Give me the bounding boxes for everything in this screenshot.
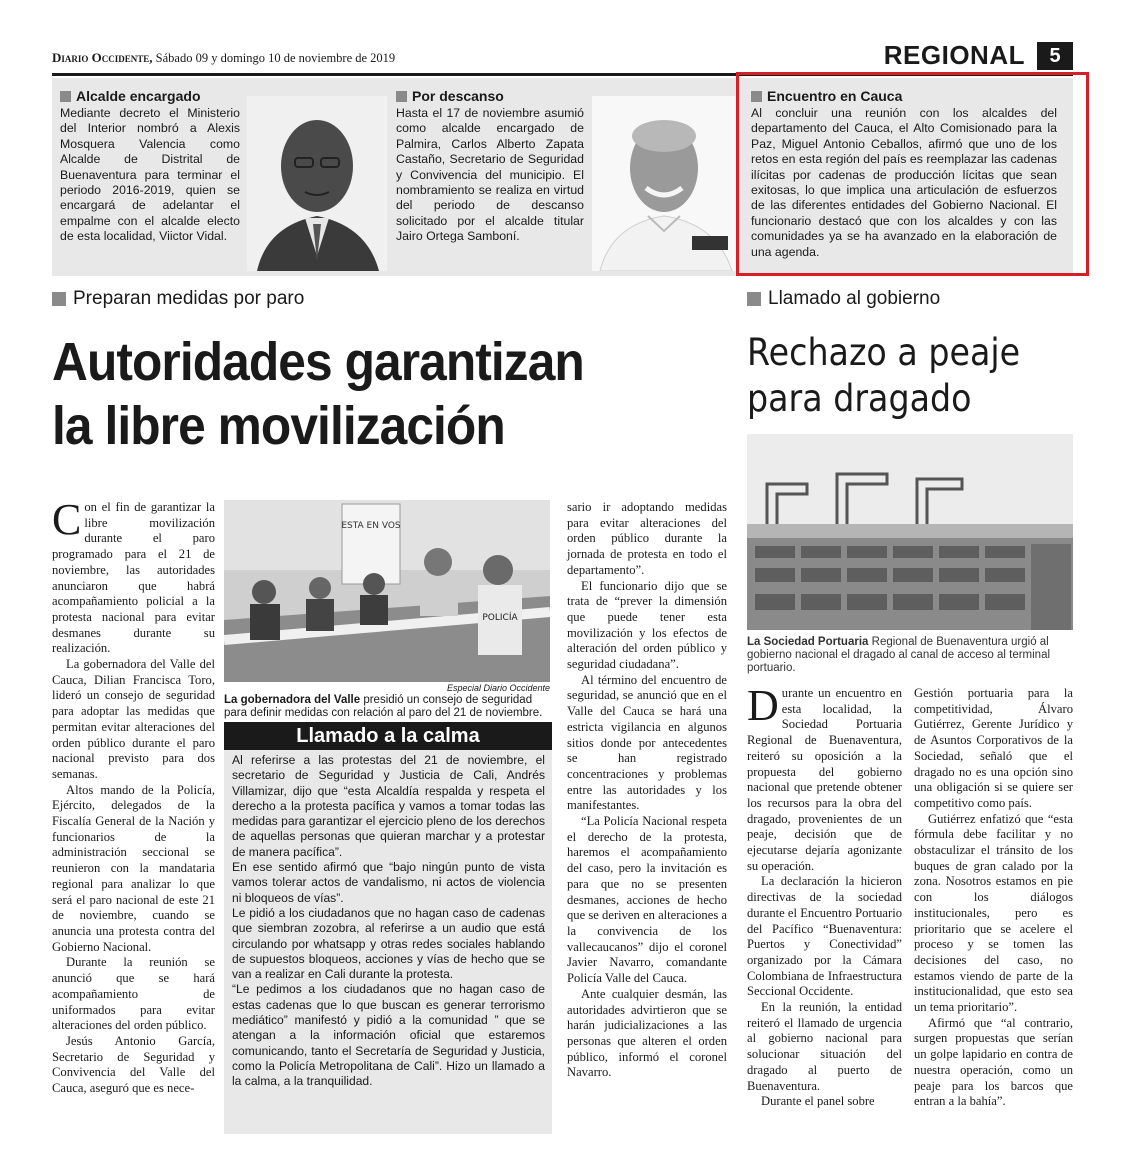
body-paragraph: La declaración la hicieron directivas de la sociedad durante el Encuentro Portuario del Pacífico “Buenaventura: Puertos y Conectividad” organizado por la Cámara Colombiana de Infraestructura Seccional Occidente. <box>747 874 902 999</box>
side-headline <box>747 330 1044 422</box>
caption-lead: La gobernadora del Valle <box>224 694 361 706</box>
box-paragraph: En ese sentido afirmó que “bajo ningún punto de vista vamos tolerar actos de vandalismo, ni actos de violencia ni bloqueos de vías”. <box>232 860 545 905</box>
brief-title-text: Por descanso <box>412 88 504 104</box>
portrait-photo-zapata <box>592 96 737 271</box>
square-bullet-icon <box>747 292 761 306</box>
box-paragraph: Le pidió a los ciudadanos que no hagan caso de cadenas que siembran zozobra, al referirse a un audio que está circulando por whatsapp y otras redes sociales hablando de supuestos bloqueos, acciones y vías de hecho que se van a realizar en Cali durante la protesta. <box>232 905 545 982</box>
port-photo-caption <box>747 636 1073 675</box>
main-column-3 <box>567 500 727 1081</box>
svg-text:ESTA EN VOS: ESTA EN VOS <box>341 521 401 531</box>
section-title: REGIONAL <box>883 40 1025 70</box>
brief-por-descanso <box>396 88 584 245</box>
body-paragraph: Al término del encuentro de seguridad, se anunció que en el Valle del Cauca se hará una estricta vigilancia en algunos sitios donde por antecedentes se han registrado concentraciones y problemas entre las autoridades y los manifestantes. <box>567 672 727 813</box>
brief-title-text: Encuentro en Cauca <box>767 88 903 104</box>
newspaper-brand: Diario Occidente, <box>52 50 153 65</box>
side-kicker <box>747 288 940 310</box>
brief-title <box>396 88 584 104</box>
box-paragraph: “Le pedimos a los ciudadanos que no hagan caso de estas cadenas que lo que buscan es generar terrorismo mediático” manifestó y pidió a la comunidad ” que se atengan a la información oficial que estaremos comunicando, tanto el Secretaría de Seguridad y Justicia, como la Policía Metropolitana de Cali”. Hizo un llamado a la calma, a la tranquilidad. <box>232 982 545 1089</box>
side-kicker-text: Llamado al gobierno <box>768 288 941 309</box>
body-paragraph: sario ir adoptando medidas para evitar alteraciones del orden público durante la jornada de protesta en todo el departamento”. <box>567 500 727 577</box>
drop-cap: C <box>52 495 82 544</box>
body-paragraph: Gutiérrez enfatizó que “esta fórmula debe facilitar y no obstaculizar el tránsito de los buques de gran calado por la zona. Nosotros estamos en pie con los diálogos institucionales, pero es prioritario que se acelere el proceso y se tomen las decisiones del caso, no estamos viendo de parte de la institucionalidad, que esto sea un tema prioritario”. <box>914 811 1073 1015</box>
caption-text: presidió un consejo de seguridad para definir medidas con relación al paro del 21 de noviembre. <box>224 694 543 719</box>
brief-text: Al concluir una reunión con los alcaldes del departamento del Cauca, el Alto Comisionado para la Paz, Miguel Antonio Ceballos, afirmó que uno de los retos en esta región del país es reemplazar las cadenas ilícitas por cadenas de producción lícitas que sean exitosas, lo que implica una articulación de esfuerzos de las diferentes entidades del Gobierno Nacional. El funcionario destacó que con los alcaldes y con las comunidades ya se ha avanzado en la elaboración de una agenda. <box>751 106 1057 259</box>
body-paragraph: Altos mando de la Policía, Ejército, delegados de la Fiscalía General de la Nación y funcionarios de la administración seccional se reunieron con la mandataria regional para analizar lo que será el paro nacional de este 21 de noviembre, cuando se anuncia una protesta contra del Gobierno Nacional. <box>52 782 215 954</box>
photo-credit: Especial Diario Occidente <box>446 683 550 693</box>
brief-title-text: Alcalde encargado <box>76 88 201 104</box>
main-headline <box>52 330 687 458</box>
side-column-2 <box>914 686 1073 1110</box>
body-paragraph <box>52 495 215 657</box>
box-paragraph: Al referirse a las protestas del 21 de noviembre, el secretario de Seguridad y Justicia de Cali, Andrés Villamizar, dijo que “esta Alcaldía respalda y respeta el derecho a la protesta pacífica y vamos a tomar todas las medidas para garantizar el ejercicio pleno de los derechos de aquellas personas que quieran marchar y a protestar de manera pacífica”. <box>232 753 545 859</box>
portrait-illustration <box>247 96 387 271</box>
issue-date: Sábado 09 y domingo 10 de noviembre de 2019 <box>155 51 396 65</box>
meeting-illustration <box>224 500 550 682</box>
body-paragraph: “La Policía Nacional respeta el derecho de la protesta, haremos el acompañamiento del caso, pero la invitación es para que no se presenten desmanes, acciones de hecho que se deriven en alteraciones a la convivencia de los vallecaucanos” dijo el coronel Javier Navarro, comandante Policía Valle del Cauca. <box>567 814 727 986</box>
body-paragraph: Gestión portuaria para la competitividad, Álvaro Gutiérrez, Gerente Jurídico y de Asuntos Corporativos de la Sociedad, señaló que el dragado no es una opción sino una obligación si se quiere ser competitivo como país. <box>914 686 1073 810</box>
drop-cap: D <box>747 681 779 730</box>
body-paragraph: Jesús Antonio García, Secretario de Seguridad y Convivencia del Valle del Cauca, aseguró que es nece- <box>52 1033 215 1096</box>
page-header <box>52 40 1073 72</box>
brief-alcalde-encargado <box>60 88 240 245</box>
paragraph-text: urante un encuentro en esta localidad, la Sociedad Portuaria Regional de Buenaventura, reiteró su oposición a la propuesta del gobierno nacional que pretende obtener los recursos para la obra del dragado, provenientes de un peaje, decisión que de ejecutarse dejaría agonizante su operación. <box>747 686 902 873</box>
portrait-photo-mosquera <box>247 96 387 271</box>
square-bullet-icon <box>60 91 71 102</box>
main-kicker-text: Preparan medidas por paro <box>73 288 305 309</box>
main-headline-line: Autoridades garantizan <box>52 332 584 392</box>
svg-text:POLICÍA: POLICÍA <box>482 613 518 623</box>
body-paragraph: En la reunión, la entidad reiteró el llamado de urgencia al gobierno nacional para solucionar situación del dragado al puerto de Buenaventura. <box>747 1000 902 1093</box>
main-column-1 <box>52 495 215 1097</box>
body-paragraph <box>747 681 902 874</box>
square-bullet-icon <box>52 292 66 306</box>
body-paragraph: Durante el panel sobre <box>761 1094 875 1109</box>
main-kicker <box>52 288 304 310</box>
body-paragraph: Durante la reunión se anunció que se hará acompañamiento de uniformados para evitar alteraciones del orden público. <box>52 955 215 1033</box>
page-number: 5 <box>1037 42 1073 70</box>
body-paragraph: La gobernadora del Valle del Cauca, Dilian Francisca Toro, lideró un consejo de seguridad para adoptar las medidas que permitan evitar alteraciones del orden público durante el paro nacional previsto para dos semanas. <box>52 657 215 781</box>
brief-text: Hasta el 17 de noviembre asumió como alcalde encargado de Palmira, Carlos Alberto Zapata Castaño, Secretario de Seguridad y Convivencia del municipio. El nombramiento se realiza en virtud del periodo de descanso solicitado por el alcalde titular Jairo Ortega Samboní. <box>396 106 584 244</box>
port-photo <box>747 434 1073 630</box>
sidebar-box-calma <box>224 722 552 1134</box>
meeting-photo <box>224 500 550 682</box>
paragraph-text: on el fin de garantizar la libre movilización durante el paro programado para el 21 de noviembre, las autoridades anunciaron que habrá acompañamiento policial a la protesta nacional para evitar desmanes durante su realización. <box>52 500 215 656</box>
body-paragraph: Ante cualquier desmán, las autoridades advirtieron que se harán judicializaciones a las personas que alteren el orden público, informó el coronel Navarro. <box>567 986 727 1080</box>
portrait-illustration <box>592 96 737 271</box>
box-title: Llamado a la calma <box>224 722 552 750</box>
box-text <box>232 753 545 1090</box>
side-column-1 <box>747 681 902 1110</box>
brief-title <box>60 88 240 104</box>
meeting-photo-caption <box>224 694 550 720</box>
port-illustration <box>747 434 1073 630</box>
body-paragraph: Afirmó que “al contrario, surgen propuestas que serían un golpe lapidario en contra de nuestra operación, como un peaje para los barcos que entran a la bahía”. <box>914 1015 1073 1109</box>
caption-text: Regional de Buenaventura urgió al gobierno nacional el dragado al canal de acceso al terminal portuario. <box>747 636 1051 674</box>
highlight-box <box>736 72 1089 276</box>
side-headline-line: para dragado <box>747 377 972 420</box>
side-headline-line: Rechazo a peaje <box>747 331 1021 374</box>
caption-lead: La Sociedad Portuaria <box>747 636 869 648</box>
brief-text: Mediante decreto el Ministerio del Interior nombró a Alexis Mosquera Valencia como Alcalde de Distrital de Buenaventura para terminar el periodo 2016-2019, quien se encargará de adelantar el empalme con el alcalde electo de esta localidad, Viictor Vidal. <box>60 106 240 244</box>
masthead-line <box>52 50 395 66</box>
main-headline-line: la libre movilización <box>52 396 505 456</box>
body-paragraph: El funcionario dijo que se trata de “prever la dimensión que puede tener esta movilización y los efectos de alteración del orden público y seguridad ciudadana”. <box>567 578 727 672</box>
square-bullet-icon <box>396 91 407 102</box>
